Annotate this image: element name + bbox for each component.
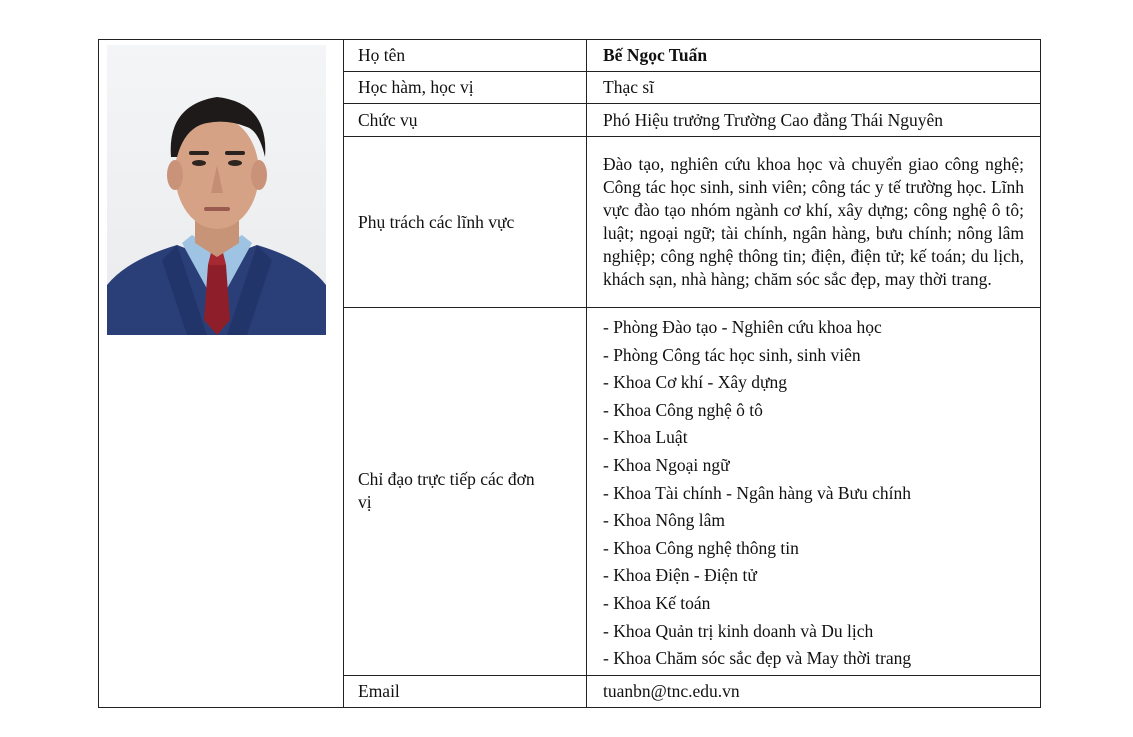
profile-table — [98, 39, 1041, 708]
value-degree: Thạc sĩ — [587, 72, 1041, 104]
portrait-photo — [107, 45, 326, 335]
list-item: - Phòng Công tác học sinh, sinh viên — [603, 344, 861, 365]
list-item: - Khoa Công nghệ ô tô — [603, 399, 763, 420]
label-units — [344, 308, 587, 676]
list-item: - Khoa Chăm sóc sắc đẹp và May thời trang — [603, 648, 912, 669]
portrait-illustration — [107, 45, 326, 335]
list-item: - Khoa Nông lâm — [603, 510, 725, 531]
list-item: - Khoa Kế toán — [603, 592, 711, 613]
label-responsibilities: Phụ trách các lĩnh vực — [344, 137, 587, 308]
label-position: Chức vụ — [344, 104, 587, 137]
list-item: - Khoa Luật — [603, 427, 688, 448]
value-units — [587, 308, 1041, 676]
list-item: - Khoa Quản trị kinh doanh và Du lịch — [603, 620, 874, 641]
list-item: - Khoa Tài chính - Ngân hàng và Bưu chính — [603, 482, 912, 503]
photo-cell — [99, 40, 344, 708]
list-item: - Khoa Điện - Điện tử — [603, 565, 757, 586]
list-item: - Khoa Cơ khí - Xây dựng — [603, 372, 787, 393]
value-position: Phó Hiệu trưởng Trường Cao đẳng Thái Nguyên — [587, 104, 1041, 137]
value-email[interactable]: tuanbn@tnc.edu.vn — [587, 675, 1041, 707]
units-list — [603, 308, 1024, 675]
list-item: - Khoa Ngoại ngữ — [603, 454, 730, 475]
value-name: Bế Ngọc Tuấn — [587, 40, 1041, 72]
list-item: - Khoa Công nghệ thông tin — [603, 537, 799, 558]
value-responsibilities: Đào tạo, nghiên cứu khoa học và chuyển giao công nghệ; Công tác học sinh, sinh viên; công tác y tế trường học. Lĩnh vực đào tạo nhóm ngành cơ khí, xây dựng; công nghệ ô tô; luật; ngoại ngữ; tài chính, ngân hàng, bưu chính; nông lâm nghiệp; công nghệ thông tin; điện, điện tử; kế toán; du lịch, khách sạn, nhà hàng; chăm sóc sắc đẹp, may thời trang. — [587, 137, 1041, 308]
label-email: Email — [344, 675, 587, 707]
label-units-text: Chỉ đạo trực tiếp các đơn vị — [358, 469, 535, 513]
label-degree: Học hàm, học vị — [344, 72, 587, 104]
list-item: - Phòng Đào tạo - Nghiên cứu khoa học — [603, 317, 882, 337]
label-name: Họ tên — [344, 40, 587, 72]
